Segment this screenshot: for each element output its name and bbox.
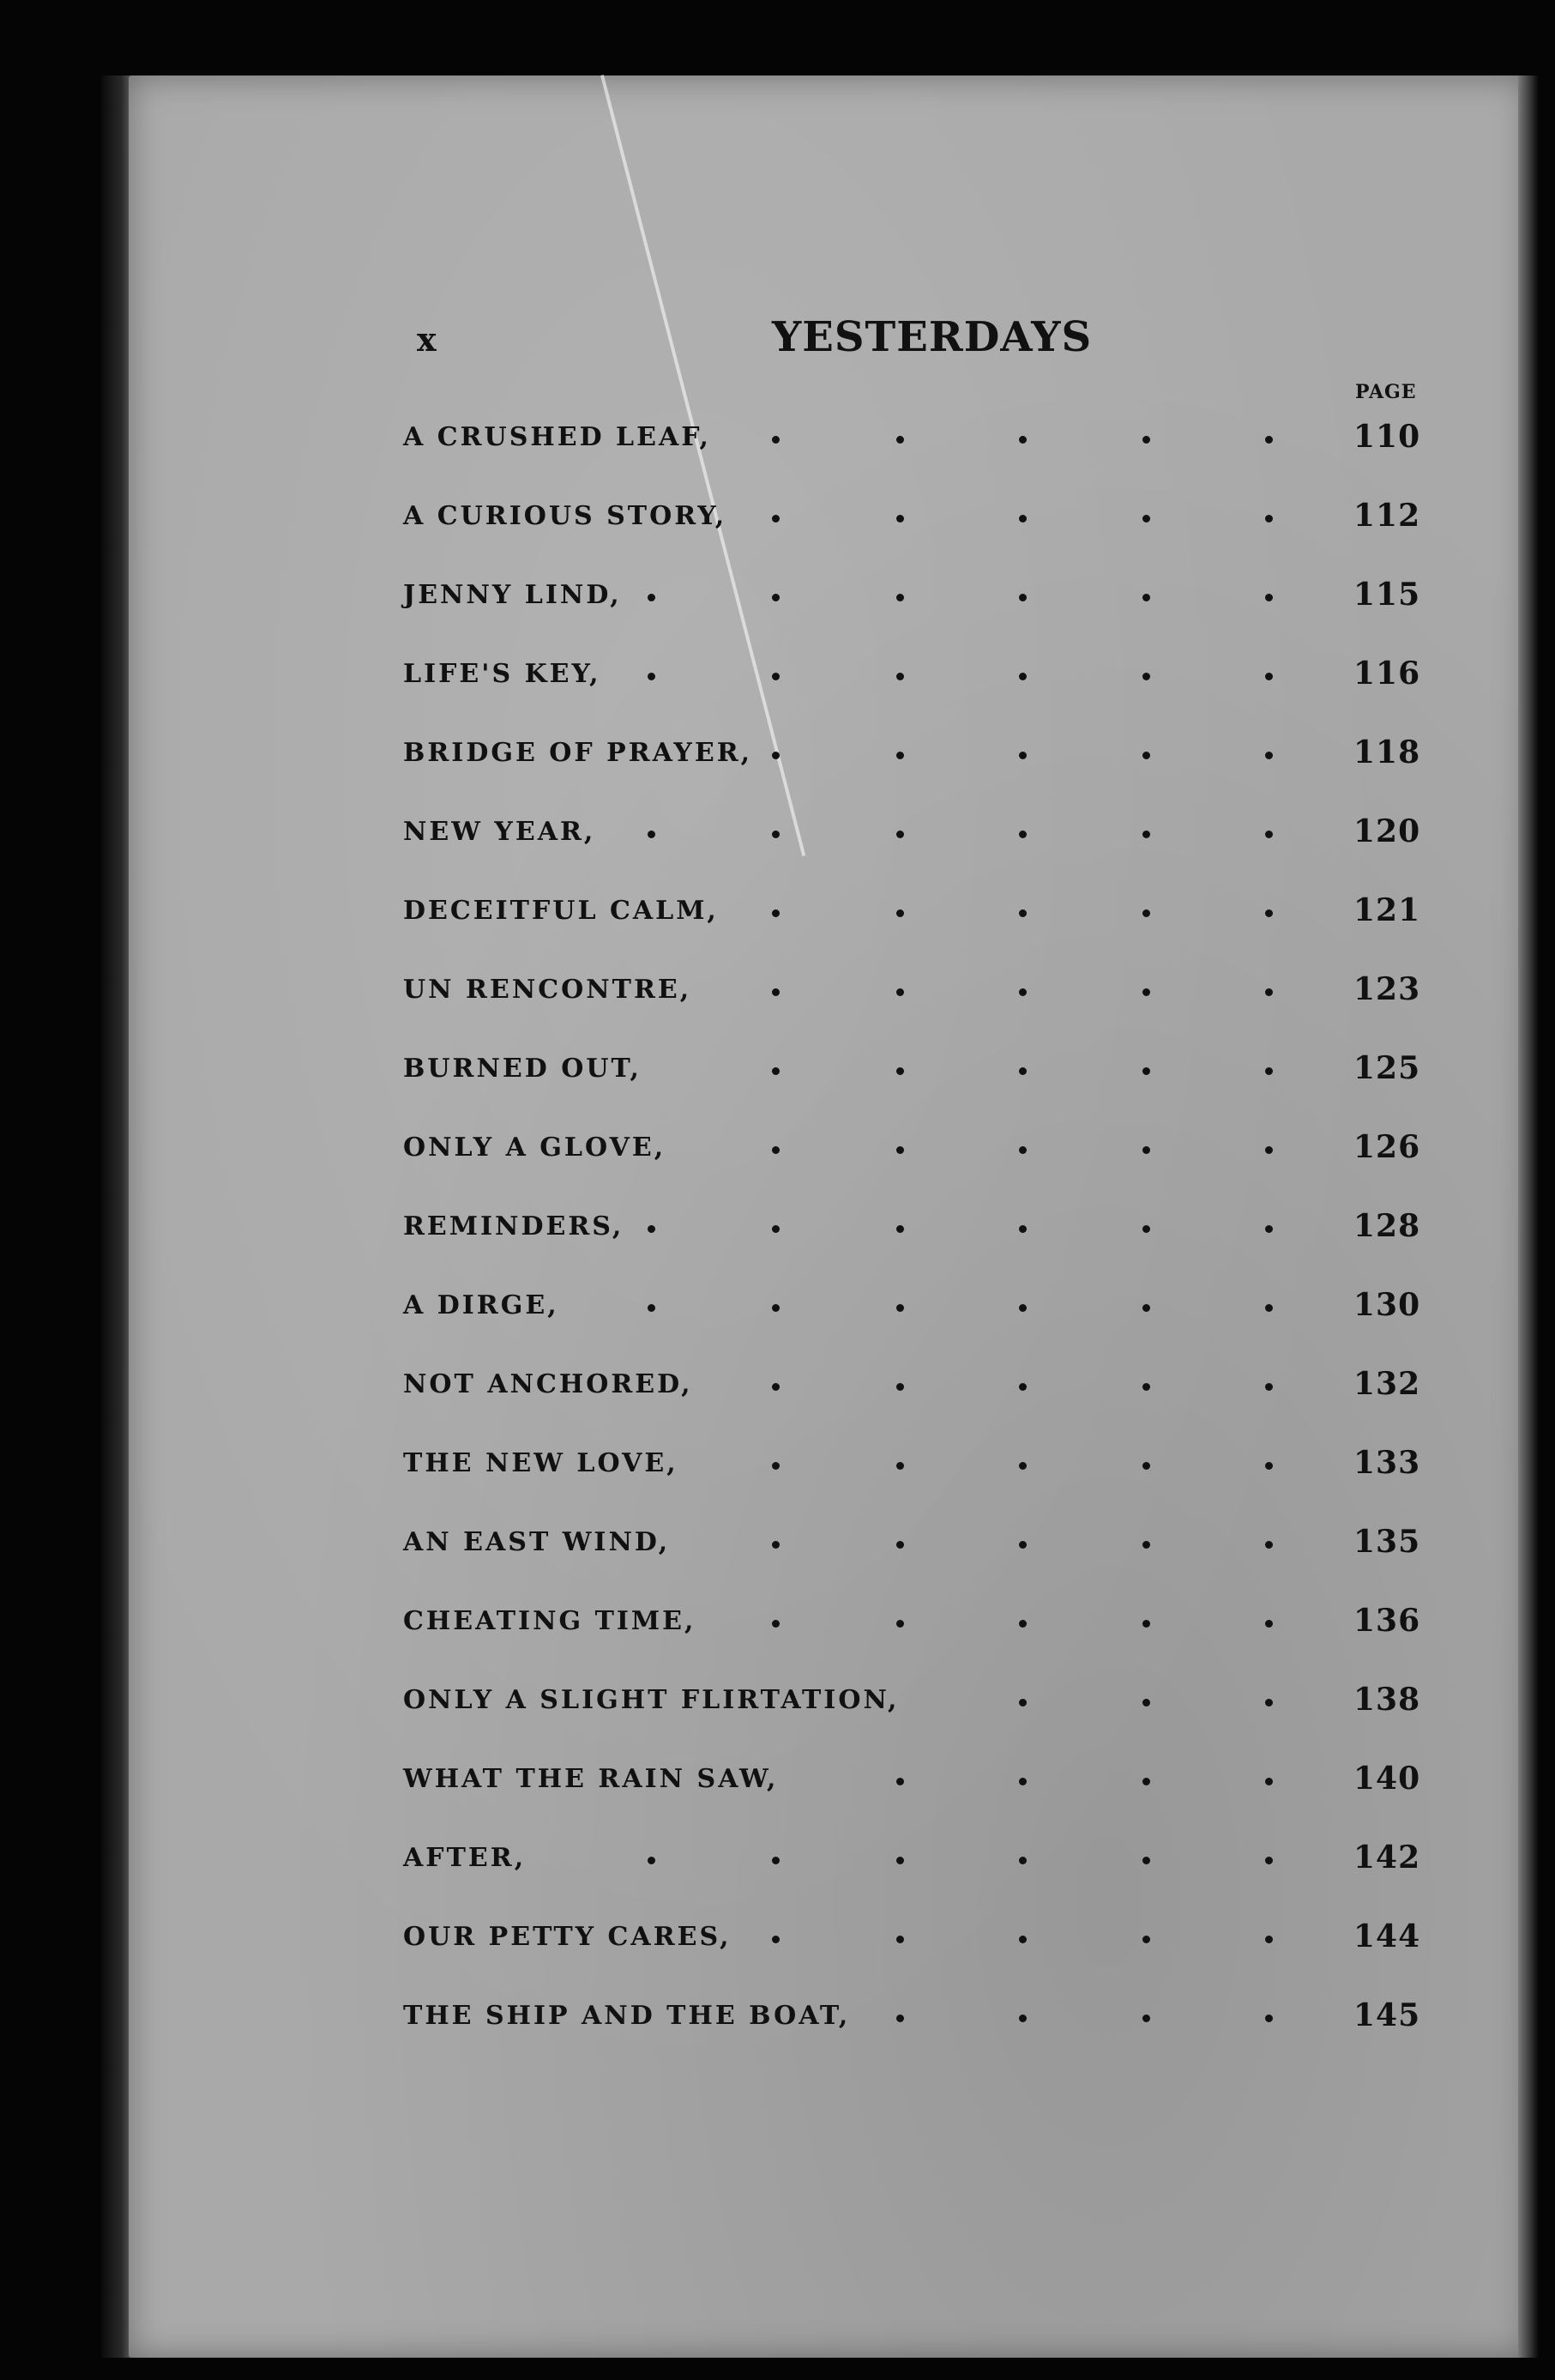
leader-dot [772,909,780,917]
leader-dot [1142,673,1150,680]
leader-dot [772,1146,780,1154]
toc-entry-title: OUR PETTY CARES, [403,1922,732,1952]
toc-entry-title: THE SHIP AND THE BOAT, [403,2001,851,2031]
leader-dot [1019,752,1027,759]
toc-entry [403,1114,1432,1193]
dot-leader [403,909,1295,927]
leader-dot [772,594,780,601]
leader-dot [772,831,780,838]
leader-dot [772,1067,780,1075]
leader-dot [896,1857,904,1864]
leader-dot [772,1225,780,1233]
leader-dot [1265,1541,1273,1549]
toc-entry-page: 125 [1353,1050,1421,1086]
toc-entry-page: 144 [1353,1918,1421,1954]
toc-entry [403,1272,1432,1350]
leader-dot [1142,436,1150,444]
toc-entry-page: 118 [1353,734,1421,770]
leader-dot [1019,831,1027,838]
leader-dot [896,1620,904,1628]
dot-leader [403,1699,1295,1716]
leader-dot [1019,673,1027,680]
toc-entry [403,482,1432,561]
toc-entry [403,1508,1432,1587]
leader-dot [896,436,904,444]
leader-dot [1142,1462,1150,1470]
toc-entry [403,640,1432,719]
dot-leader [403,1304,1295,1321]
folio-number: x [417,320,437,359]
leader-dot [896,1067,904,1075]
leader-dot [772,988,780,996]
leader-dot [1019,1541,1027,1549]
toc-entry-page: 115 [1353,577,1421,613]
leader-dot [1019,909,1027,917]
running-title: YESTERDAYS [772,313,1093,361]
leader-dot [1265,1620,1273,1628]
dot-leader [403,831,1295,848]
leader-dot [1142,1778,1150,1785]
leader-dot [1265,1146,1273,1154]
toc-entry [403,1193,1432,1272]
leader-dot [772,752,780,759]
dot-leader [403,436,1295,453]
dot-leader [403,673,1295,690]
leader-dot [1265,1936,1273,1943]
leader-dot [648,1857,655,1864]
toc-entry-page: 123 [1353,971,1421,1007]
dot-leader [403,1620,1295,1637]
toc-entry-title: CHEATING TIME, [403,1606,696,1636]
leader-dot [1019,515,1027,523]
toc-entry-page: 132 [1353,1366,1421,1402]
leader-dot [896,1778,904,1785]
leader-dot [896,1383,904,1391]
toc-entry-page: 136 [1353,1603,1421,1639]
leader-dot [1265,1304,1273,1312]
leader-dot [772,1383,780,1391]
toc-entry-title: UN RENCONTRE, [403,975,692,1005]
leader-dot [772,515,780,523]
leader-dot [1019,1936,1027,1943]
dot-leader [403,2015,1295,2032]
leader-dot [1142,515,1150,523]
leader-dot [896,1304,904,1312]
toc-entry-page: 120 [1353,813,1421,849]
leader-dot [896,1225,904,1233]
leader-dot [772,1620,780,1628]
page-right-edge [1518,76,1539,2358]
leader-dot [1019,1778,1027,1785]
toc-entry [403,798,1432,877]
leader-dot [896,909,904,917]
leader-dot [772,1304,780,1312]
toc-entry-page: 116 [1353,655,1421,692]
page-header [129,313,1528,373]
leader-dot [648,1304,655,1312]
leader-dot [1265,1462,1273,1470]
leader-dot [772,1462,780,1470]
leader-dot [896,673,904,680]
table-of-contents [403,403,1432,2061]
leader-dot [1265,1225,1273,1233]
leader-dot [1265,436,1273,444]
dot-leader [403,594,1295,611]
toc-entry-page: 135 [1353,1524,1421,1560]
toc-entry-title: WHAT THE RAIN SAW, [403,1764,779,1794]
leader-dot [896,2015,904,2022]
dot-leader [403,988,1295,1006]
toc-entry-page: 110 [1353,419,1421,455]
toc-entry-title: A CRUSHED LEAF, [403,422,711,452]
toc-entry-title: NEW YEAR, [403,817,596,847]
toc-entry-page: 112 [1353,498,1421,534]
leader-dot [1019,2015,1027,2022]
leader-dot [896,752,904,759]
toc-entry-title: ONLY A GLOVE, [403,1133,666,1163]
toc-entry [403,1429,1432,1508]
leader-dot [772,1857,780,1864]
leader-dot [1019,436,1027,444]
leader-dot [772,436,780,444]
leader-dot [1019,1857,1027,1864]
toc-entry [403,956,1432,1035]
toc-entry [403,403,1432,482]
leader-dot [1142,1857,1150,1864]
toc-entry-title: A DIRGE, [403,1290,559,1320]
leader-dot [1142,1225,1150,1233]
leader-dot [1265,2015,1273,2022]
leader-dot [1142,831,1150,838]
dot-leader [403,1541,1295,1558]
leader-dot [1019,1304,1027,1312]
toc-entry-page: 140 [1353,1761,1421,1797]
leader-dot [1019,1225,1027,1233]
leader-dot [1142,752,1150,759]
leader-dot [896,594,904,601]
toc-entry-page: 142 [1353,1839,1421,1876]
toc-entry-title: AFTER, [403,1843,527,1873]
toc-entry-page: 126 [1353,1129,1421,1165]
toc-entry [403,561,1432,640]
toc-entry-title: ONLY A SLIGHT FLIRTATION, [403,1685,900,1715]
leader-dot [1265,1383,1273,1391]
leader-dot [1265,1778,1273,1785]
dot-leader [403,1067,1295,1084]
toc-entry [403,1666,1432,1745]
toc-entry-page: 121 [1353,892,1421,928]
toc-entry-title: LIFE'S KEY, [403,659,601,689]
toc-entry-title: BRIDGE OF PRAYER, [403,738,753,768]
toc-entry-title: THE NEW LOVE, [403,1448,678,1478]
leader-dot [772,1541,780,1549]
leader-dot [1142,1620,1150,1628]
leader-dot [772,673,780,680]
leader-dot [648,673,655,680]
dot-leader [403,1225,1295,1242]
toc-entry-title: AN EAST WIND, [403,1527,671,1557]
toc-entry-page: 138 [1353,1682,1421,1718]
toc-entry [403,1745,1432,1824]
leader-dot [896,1541,904,1549]
leader-dot [896,1936,904,1943]
dot-leader [403,1778,1295,1795]
leader-dot [648,831,655,838]
leader-dot [1265,1857,1273,1864]
leader-dot [896,515,904,523]
leader-dot [1019,1462,1027,1470]
toc-entry [403,1982,1432,2061]
toc-entry-page: 128 [1353,1208,1421,1244]
leader-dot [1142,594,1150,601]
dot-leader [403,1857,1295,1874]
toc-entry-title: A CURIOUS STORY, [403,501,727,531]
toc-entry [403,1587,1432,1666]
leader-dot [1265,909,1273,917]
leader-dot [1142,1067,1150,1075]
leader-dot [1019,1067,1027,1075]
leader-dot [1265,515,1273,523]
leader-dot [1265,673,1273,680]
leader-dot [1265,752,1273,759]
leader-dot [896,988,904,996]
toc-entry [403,719,1432,798]
dot-leader [403,1383,1295,1400]
toc-entry-page: 145 [1353,1997,1421,2033]
leader-dot [1142,1541,1150,1549]
leader-dot [1265,1067,1273,1075]
leader-dot [1265,831,1273,838]
leader-dot [1142,1146,1150,1154]
toc-entry [403,1824,1432,1903]
dot-leader [403,515,1295,532]
leader-dot [1142,909,1150,917]
leader-dot [1019,1383,1027,1391]
toc-entry [403,1035,1432,1114]
leader-dot [1142,1936,1150,1943]
leader-dot [1019,1620,1027,1628]
toc-entry-title: JENNY LIND, [403,580,622,610]
leader-dot [1019,594,1027,601]
leader-dot [1019,988,1027,996]
leader-dot [772,1936,780,1943]
toc-entry-title: BURNED OUT, [403,1054,642,1084]
dot-leader [403,1936,1295,1953]
leader-dot [896,1462,904,1470]
toc-entry-title: DECEITFUL CALM, [403,896,719,926]
toc-entry [403,1350,1432,1429]
leader-dot [1019,1146,1027,1154]
leader-dot [1142,1304,1150,1312]
toc-entry-page: 133 [1353,1445,1421,1481]
leader-dot [1265,1699,1273,1706]
leader-dot [1265,988,1273,996]
toc-entry-title: NOT ANCHORED, [403,1369,693,1399]
dot-leader [403,752,1295,769]
leader-dot [1019,1699,1027,1706]
leader-dot [1142,2015,1150,2022]
dot-leader [403,1146,1295,1163]
toc-entry [403,1903,1432,1982]
dot-leader [403,1462,1295,1479]
toc-entry [403,877,1432,956]
leader-dot [1142,1383,1150,1391]
leader-dot [648,1225,655,1233]
leader-dot [896,1146,904,1154]
leader-dot [1142,1699,1150,1706]
toc-entry-page: 130 [1353,1287,1421,1323]
leader-dot [648,594,655,601]
page-column-label: PAGE [1355,381,1417,403]
leader-dot [1142,988,1150,996]
leader-dot [1265,594,1273,601]
leader-dot [896,831,904,838]
toc-entry-title: REMINDERS, [403,1211,624,1241]
